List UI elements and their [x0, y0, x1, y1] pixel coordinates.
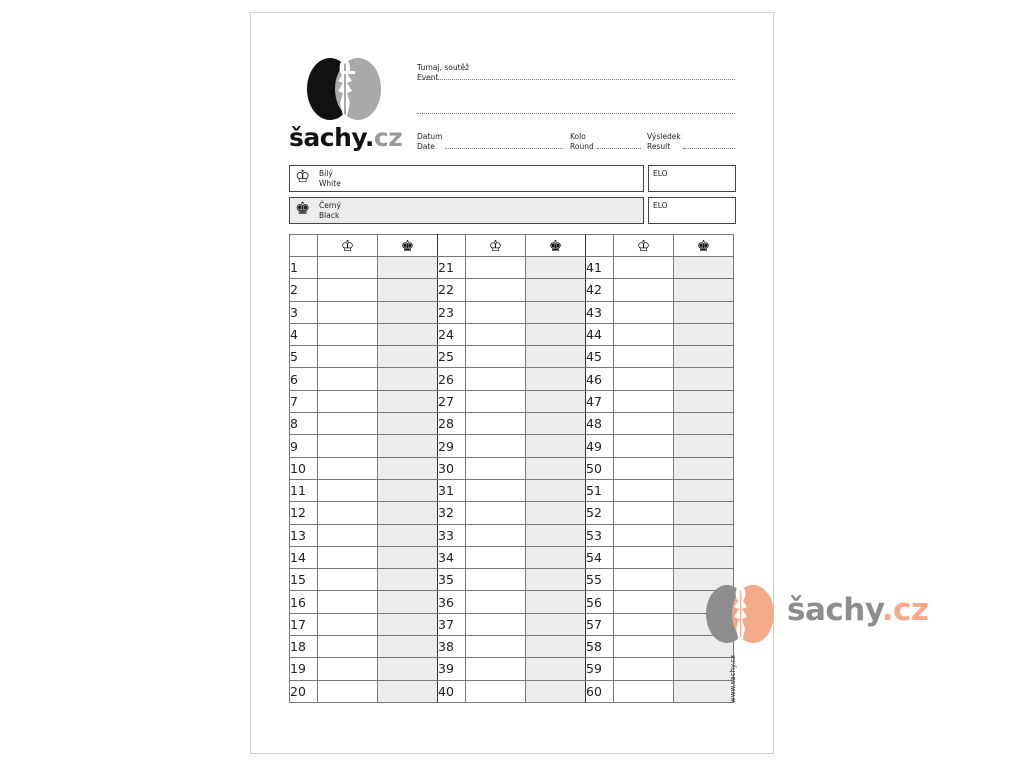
black-move-cell[interactable]: [526, 546, 586, 568]
black-move-cell[interactable]: [526, 636, 586, 658]
move-number: 55: [586, 569, 614, 591]
move-row: [290, 591, 734, 613]
footer-url: www.sachy.cz: [729, 655, 737, 703]
black-king-icon: ♚: [295, 199, 311, 219]
move-number: 23: [438, 301, 466, 323]
black-move-cell[interactable]: [378, 591, 438, 613]
move-number: 43: [586, 301, 614, 323]
watermark-logo-icon: [703, 582, 777, 646]
black-move-cell[interactable]: [378, 279, 438, 301]
move-number: 1: [290, 257, 318, 279]
black-elo-field[interactable]: [648, 197, 736, 224]
white-move-cell[interactable]: [466, 658, 526, 680]
black-move-cell[interactable]: [378, 413, 438, 435]
black-move-cell[interactable]: [674, 457, 734, 479]
event-line-1[interactable]: [417, 79, 735, 80]
black-move-cell[interactable]: [674, 680, 734, 702]
move-number: 52: [586, 502, 614, 524]
black-move-cell[interactable]: [674, 479, 734, 501]
move-number-header: [586, 235, 614, 257]
white-move-cell[interactable]: [614, 346, 674, 368]
move-number: 57: [586, 613, 614, 635]
event-label: Turnaj, soutěž Event: [417, 63, 470, 82]
white-move-cell[interactable]: [466, 546, 526, 568]
white-move-cell[interactable]: [614, 435, 674, 457]
move-row: [290, 479, 734, 501]
move-number: 32: [438, 502, 466, 524]
move-number-header: [290, 235, 318, 257]
white-move-cell[interactable]: [614, 569, 674, 591]
move-number: 42: [586, 279, 614, 301]
move-row: [290, 569, 734, 591]
black-move-cell[interactable]: [526, 591, 586, 613]
black-move-cell[interactable]: [378, 502, 438, 524]
score-sheet: [250, 12, 774, 754]
round-label: Kolo Round: [570, 132, 594, 151]
black-move-cell[interactable]: [378, 301, 438, 323]
move-number: 30: [438, 457, 466, 479]
white-move-cell[interactable]: [614, 502, 674, 524]
move-number: 45: [586, 346, 614, 368]
black-move-cell[interactable]: [526, 323, 586, 345]
white-move-cell[interactable]: [614, 323, 674, 345]
white-move-cell[interactable]: [466, 569, 526, 591]
black-move-cell[interactable]: [378, 658, 438, 680]
black-move-cell[interactable]: [526, 502, 586, 524]
black-move-cell[interactable]: [526, 613, 586, 635]
white-move-cell[interactable]: [614, 546, 674, 568]
white-move-cell[interactable]: [318, 636, 378, 658]
move-number: 29: [438, 435, 466, 457]
move-number: 44: [586, 323, 614, 345]
move-number: 40: [438, 680, 466, 702]
white-move-cell[interactable]: [318, 390, 378, 412]
white-move-cell[interactable]: [318, 613, 378, 635]
move-number: 14: [290, 546, 318, 568]
black-king-icon: ♚: [378, 235, 438, 257]
move-number: 48: [586, 413, 614, 435]
chess-logo-icon: [305, 57, 383, 121]
moves-table: [289, 234, 734, 703]
move-number: 18: [290, 636, 318, 658]
white-move-cell[interactable]: [614, 390, 674, 412]
black-move-cell[interactable]: [674, 524, 734, 546]
white-move-cell[interactable]: [614, 301, 674, 323]
move-number: 22: [438, 279, 466, 301]
black-move-cell[interactable]: [526, 413, 586, 435]
black-move-cell[interactable]: [674, 658, 734, 680]
black-move-cell[interactable]: [378, 569, 438, 591]
move-number: 26: [438, 368, 466, 390]
move-row: [290, 524, 734, 546]
white-move-cell[interactable]: [614, 680, 674, 702]
move-row: [290, 301, 734, 323]
move-number: 31: [438, 479, 466, 501]
black-move-cell[interactable]: [674, 502, 734, 524]
white-king-icon: ♔: [466, 235, 526, 257]
move-number: 50: [586, 457, 614, 479]
black-move-cell[interactable]: [674, 413, 734, 435]
white-move-cell[interactable]: [318, 413, 378, 435]
white-move-cell[interactable]: [318, 279, 378, 301]
white-move-cell[interactable]: [614, 479, 674, 501]
move-number: 54: [586, 546, 614, 568]
white-move-cell[interactable]: [614, 636, 674, 658]
white-move-cell[interactable]: [614, 413, 674, 435]
date-field[interactable]: [445, 148, 563, 149]
black-king-icon: ♚: [674, 235, 734, 257]
white-move-cell[interactable]: [318, 301, 378, 323]
move-row: [290, 413, 734, 435]
black-move-cell[interactable]: [378, 479, 438, 501]
black-move-cell[interactable]: [378, 546, 438, 568]
black-move-cell[interactable]: [378, 613, 438, 635]
white-move-cell[interactable]: [614, 658, 674, 680]
move-row: [290, 457, 734, 479]
move-number: 47: [586, 390, 614, 412]
black-move-cell[interactable]: [674, 546, 734, 568]
black-move-cell[interactable]: [378, 636, 438, 658]
white-king-icon: ♔: [614, 235, 674, 257]
move-number: 27: [438, 390, 466, 412]
move-number: 25: [438, 346, 466, 368]
move-row: [290, 323, 734, 345]
black-move-cell[interactable]: [378, 368, 438, 390]
black-move-cell[interactable]: [378, 390, 438, 412]
move-number: 59: [586, 658, 614, 680]
move-row: [290, 613, 734, 635]
white-move-cell[interactable]: [466, 346, 526, 368]
move-number: 53: [586, 524, 614, 546]
white-move-cell[interactable]: [466, 413, 526, 435]
move-number: 49: [586, 435, 614, 457]
white-move-cell[interactable]: [466, 323, 526, 345]
black-move-cell[interactable]: [526, 680, 586, 702]
white-move-cell[interactable]: [466, 368, 526, 390]
black-move-cell[interactable]: [526, 279, 586, 301]
move-row: [290, 546, 734, 568]
white-elo-field[interactable]: [648, 165, 736, 192]
white-player-label: Bílý White: [319, 169, 341, 188]
move-number: 58: [586, 636, 614, 658]
move-number: 39: [438, 658, 466, 680]
move-row: [290, 502, 734, 524]
black-player-label: Černý Black: [319, 201, 341, 220]
black-move-cell[interactable]: [674, 279, 734, 301]
black-move-cell[interactable]: [674, 435, 734, 457]
event-line-2[interactable]: [417, 113, 735, 114]
move-number: 24: [438, 323, 466, 345]
move-number: 13: [290, 524, 318, 546]
black-move-cell[interactable]: [378, 346, 438, 368]
black-move-cell[interactable]: [378, 257, 438, 279]
white-move-cell[interactable]: [318, 323, 378, 345]
move-number: 60: [586, 680, 614, 702]
white-move-cell[interactable]: [466, 680, 526, 702]
black-move-cell[interactable]: [526, 524, 586, 546]
black-move-cell[interactable]: [378, 323, 438, 345]
white-king-icon: ♔: [318, 235, 378, 257]
white-move-cell[interactable]: [318, 368, 378, 390]
white-player-field[interactable]: [289, 165, 644, 192]
white-move-cell[interactable]: [466, 257, 526, 279]
move-row: [290, 435, 734, 457]
move-number: 9: [290, 435, 318, 457]
move-number: 15: [290, 569, 318, 591]
round-field[interactable]: [597, 148, 641, 149]
move-number: 12: [290, 502, 318, 524]
white-move-cell[interactable]: [466, 502, 526, 524]
white-move-cell[interactable]: [318, 658, 378, 680]
result-label: Výsledek Result: [647, 132, 681, 151]
white-move-cell[interactable]: [318, 591, 378, 613]
white-move-cell[interactable]: [614, 279, 674, 301]
white-move-cell[interactable]: [318, 457, 378, 479]
white-move-cell[interactable]: [466, 479, 526, 501]
move-number: 19: [290, 658, 318, 680]
white-move-cell[interactable]: [614, 613, 674, 635]
black-move-cell[interactable]: [526, 457, 586, 479]
black-move-cell[interactable]: [526, 658, 586, 680]
white-move-cell[interactable]: [318, 569, 378, 591]
black-move-cell[interactable]: [526, 390, 586, 412]
move-number: 46: [586, 368, 614, 390]
move-number: 35: [438, 569, 466, 591]
move-number: 16: [290, 591, 318, 613]
white-move-cell[interactable]: [318, 479, 378, 501]
black-move-cell[interactable]: [526, 257, 586, 279]
logo-wordmark: šachy.cz: [289, 123, 403, 152]
move-number: 51: [586, 479, 614, 501]
move-number: 56: [586, 591, 614, 613]
white-move-cell[interactable]: [318, 524, 378, 546]
move-number: 7: [290, 390, 318, 412]
white-elo-label: ELO: [653, 169, 668, 178]
white-move-cell[interactable]: [466, 457, 526, 479]
move-number: 5: [290, 346, 318, 368]
white-move-cell[interactable]: [466, 613, 526, 635]
move-number: 2: [290, 279, 318, 301]
move-row: [290, 257, 734, 279]
black-move-cell[interactable]: [674, 368, 734, 390]
white-move-cell[interactable]: [466, 435, 526, 457]
black-move-cell[interactable]: [674, 301, 734, 323]
move-number: 11: [290, 479, 318, 501]
black-move-cell[interactable]: [378, 524, 438, 546]
black-move-cell[interactable]: [526, 479, 586, 501]
white-move-cell[interactable]: [466, 591, 526, 613]
move-row: [290, 636, 734, 658]
watermark: [703, 582, 943, 648]
black-player-field[interactable]: [289, 197, 644, 224]
black-move-cell[interactable]: [378, 435, 438, 457]
black-elo-label: ELO: [653, 201, 668, 210]
white-move-cell[interactable]: [466, 636, 526, 658]
move-row: [290, 279, 734, 301]
move-number-header: [438, 235, 466, 257]
move-number: 28: [438, 413, 466, 435]
move-number: 8: [290, 413, 318, 435]
white-king-icon: ♔: [295, 167, 311, 187]
result-field[interactable]: [683, 148, 735, 149]
move-row: [290, 658, 734, 680]
move-number: 36: [438, 591, 466, 613]
move-row: [290, 346, 734, 368]
white-move-cell[interactable]: [614, 368, 674, 390]
move-number: 10: [290, 457, 318, 479]
black-move-cell[interactable]: [526, 301, 586, 323]
move-number: 37: [438, 613, 466, 635]
move-number: 3: [290, 301, 318, 323]
black-move-cell[interactable]: [526, 435, 586, 457]
date-label: Datum Date: [417, 132, 443, 151]
white-move-cell[interactable]: [466, 390, 526, 412]
move-number: 33: [438, 524, 466, 546]
move-number: 6: [290, 368, 318, 390]
black-move-cell[interactable]: [674, 390, 734, 412]
white-move-cell[interactable]: [318, 346, 378, 368]
move-number: 4: [290, 323, 318, 345]
move-number: 34: [438, 546, 466, 568]
move-number: 38: [438, 636, 466, 658]
white-move-cell[interactable]: [614, 457, 674, 479]
black-move-cell[interactable]: [674, 346, 734, 368]
black-move-cell[interactable]: [526, 569, 586, 591]
white-move-cell[interactable]: [614, 591, 674, 613]
white-move-cell[interactable]: [318, 257, 378, 279]
white-move-cell[interactable]: [466, 301, 526, 323]
moves-header-row: [290, 235, 734, 257]
move-number: 20: [290, 680, 318, 702]
white-move-cell[interactable]: [318, 680, 378, 702]
move-number: 17: [290, 613, 318, 635]
watermark-wordmark: šachy.cz: [787, 592, 929, 628]
move-row: [290, 368, 734, 390]
black-king-icon: ♚: [526, 235, 586, 257]
black-move-cell[interactable]: [378, 457, 438, 479]
black-move-cell[interactable]: [674, 257, 734, 279]
white-move-cell[interactable]: [614, 257, 674, 279]
move-number: 21: [438, 257, 466, 279]
move-row: [290, 680, 734, 702]
white-move-cell[interactable]: [466, 279, 526, 301]
black-move-cell[interactable]: [526, 368, 586, 390]
white-move-cell[interactable]: [614, 524, 674, 546]
white-move-cell[interactable]: [466, 524, 526, 546]
black-move-cell[interactable]: [378, 680, 438, 702]
white-move-cell[interactable]: [318, 435, 378, 457]
move-number: 41: [586, 257, 614, 279]
black-move-cell[interactable]: [526, 346, 586, 368]
black-move-cell[interactable]: [674, 323, 734, 345]
white-move-cell[interactable]: [318, 546, 378, 568]
move-row: [290, 390, 734, 412]
white-move-cell[interactable]: [318, 502, 378, 524]
